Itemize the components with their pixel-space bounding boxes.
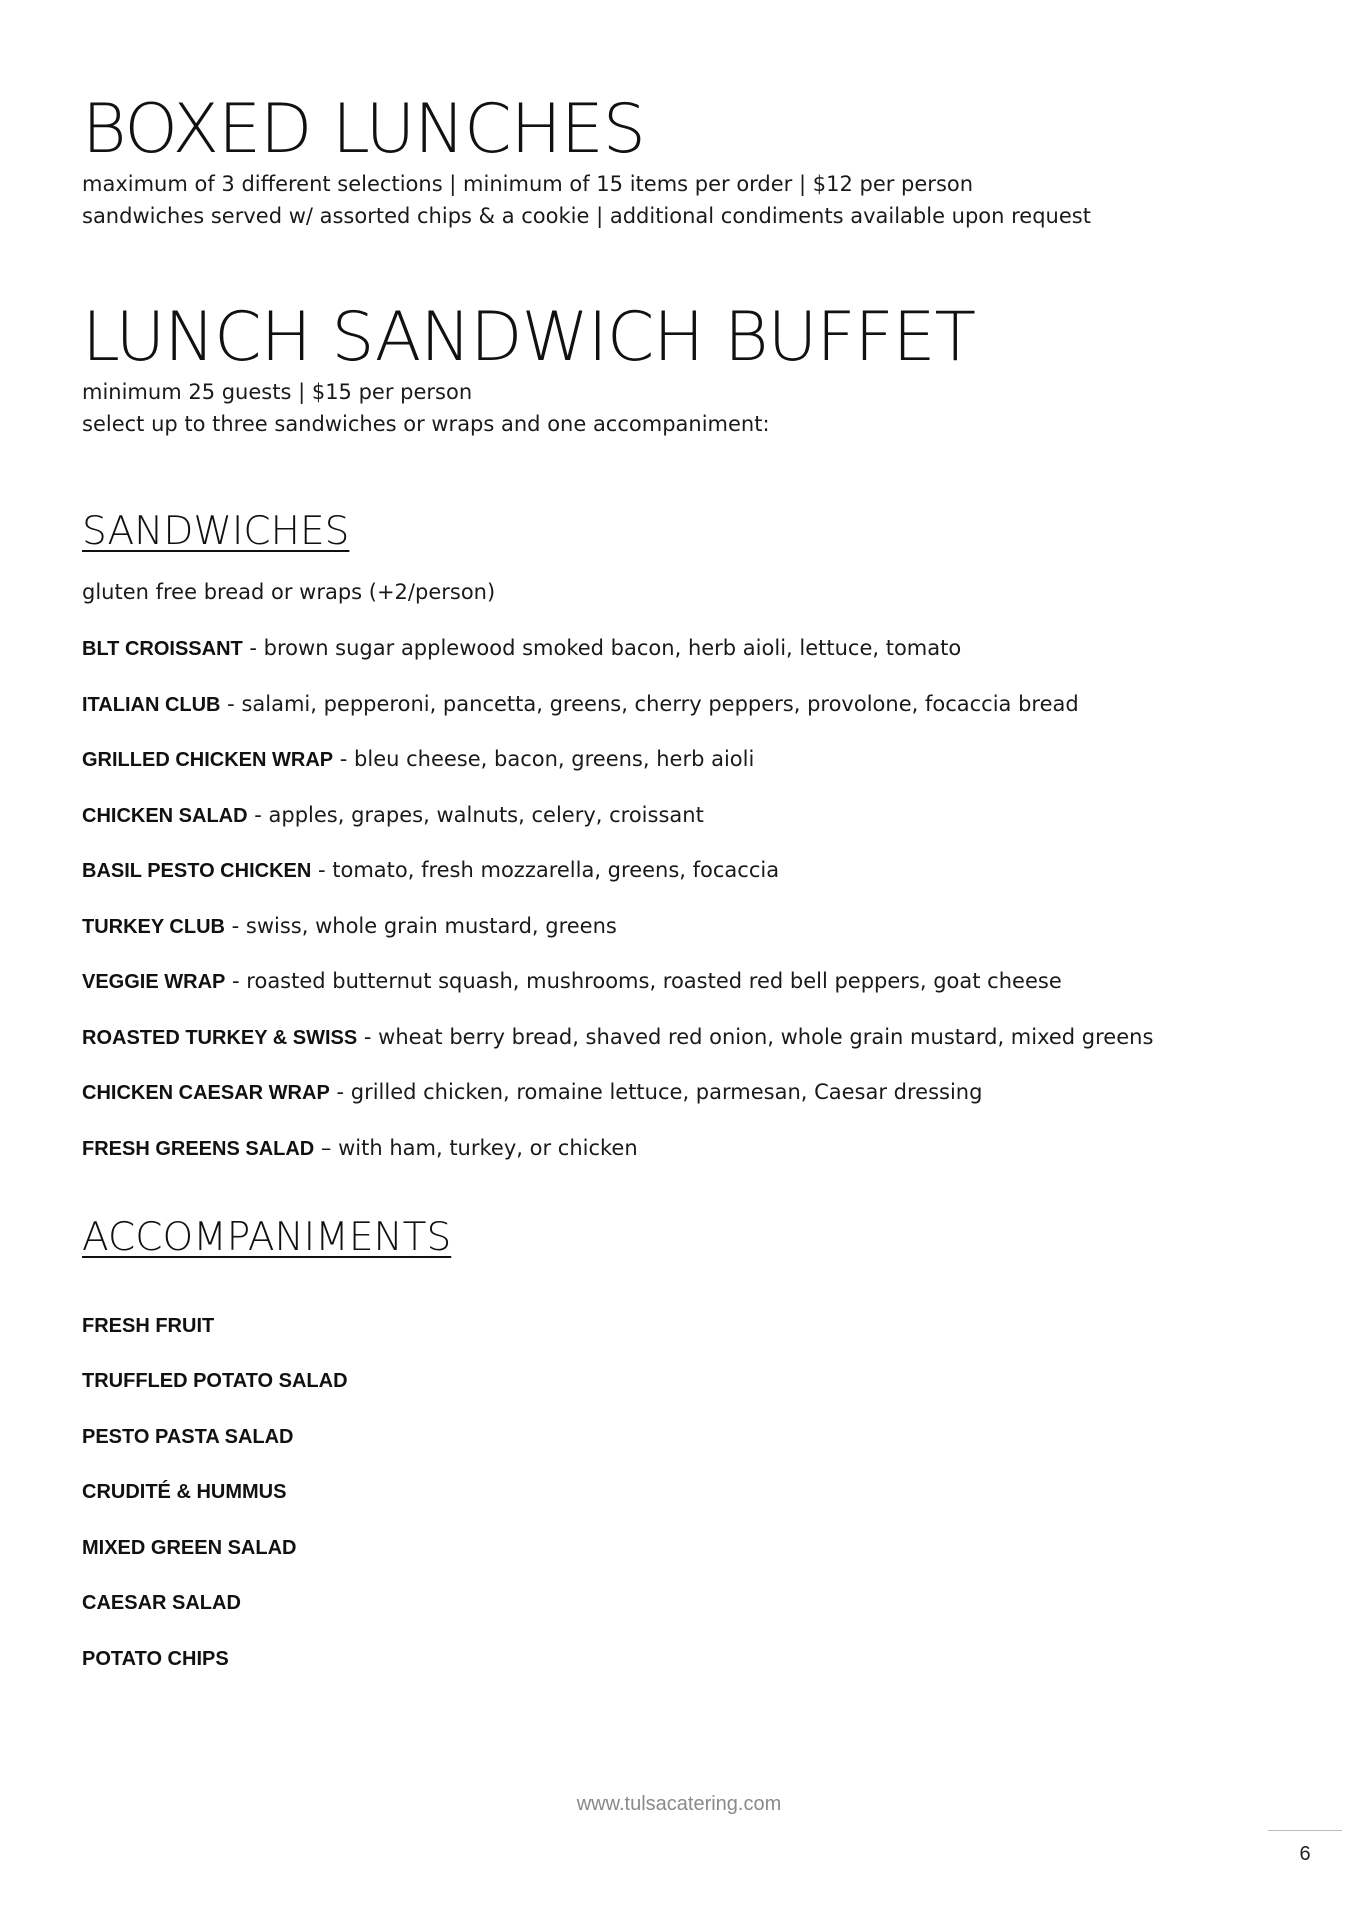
sandwich-item xyxy=(82,856,1282,884)
sandwich-name: CHICKEN CAESAR WRAP xyxy=(82,1082,330,1104)
sandwich-item xyxy=(82,690,1282,718)
sandwich-separator: - xyxy=(357,1024,379,1049)
gluten-free-note: gluten free bread or wraps (+2/person) xyxy=(82,580,496,604)
accompaniment-item: POTATO CHIPS xyxy=(82,1647,229,1670)
sandwich-description: apples, grapes, walnuts, celery, croissant xyxy=(268,802,704,827)
sandwich-description: with ham, turkey, or chicken xyxy=(338,1135,638,1160)
sandwich-description: brown sugar applewood smoked bacon, herb aioli, lettuce, tomato xyxy=(263,636,962,660)
page-number: 6 xyxy=(1299,1843,1311,1865)
sandwich-separator: - xyxy=(242,636,264,660)
sandwich-item xyxy=(82,745,1282,773)
sandwich-name: ROASTED TURKEY & SWISS xyxy=(82,1026,358,1049)
accompaniments-heading: ACCOMPANIMENTS xyxy=(82,1214,452,1260)
sandwich-description: swiss, whole grain mustard, greens xyxy=(245,913,617,938)
accompaniment-item: FRESH FRUIT xyxy=(82,1314,215,1337)
sandwich-item xyxy=(82,912,1282,940)
sandwich-name: TURKEY CLUB xyxy=(82,915,225,938)
sandwiches-heading: SANDWICHES xyxy=(82,509,350,554)
sandwich-description: wheat berry bread, shaved red onion, whole grain mustard, mixed greens xyxy=(378,1024,1154,1049)
lunch-buffet-title: LUNCH SANDWICH BUFFET xyxy=(82,298,976,377)
sandwich-separator: - xyxy=(224,913,246,938)
sandwich-name: GRILLED CHICKEN WRAP xyxy=(82,749,334,771)
sandwich-name: BASIL PESTO CHICKEN xyxy=(82,860,312,882)
sandwich-description: tomato, fresh mozzarella, greens, focaccia xyxy=(332,858,780,882)
accompaniment-item: MIXED GREEN SALAD xyxy=(82,1536,297,1559)
boxed-lunches-section xyxy=(82,92,1282,232)
sandwich-name: CHICKEN SALAD xyxy=(82,804,248,827)
boxed-lunches-details: sandwiches served w/ assorted chips & a cookie | additional condiments available upon request xyxy=(82,204,1091,228)
accompaniment-item: CRUDITÉ & HUMMUS xyxy=(82,1481,287,1503)
sandwich-separator: - xyxy=(225,969,247,993)
boxed-lunches-terms: maximum of 3 different selections | minimum of 15 items per order | $12 per person xyxy=(82,172,974,196)
sandwich-name: FRESH GREENS SALAD xyxy=(82,1137,315,1160)
page-content xyxy=(82,80,1282,1700)
page-number-rule xyxy=(1268,1830,1342,1831)
sandwich-separator: - xyxy=(247,802,269,827)
sandwich-item xyxy=(82,634,1282,662)
boxed-lunches-title: BOXED LUNCHES xyxy=(82,90,645,169)
sandwich-description: grilled chicken, romaine lettuce, parmesan, Caesar dressing xyxy=(350,1080,983,1104)
sandwich-description: roasted butternut squash, mushrooms, roasted red bell peppers, goat cheese xyxy=(246,969,1062,993)
sandwich-description: bleu cheese, bacon, greens, herb aioli xyxy=(354,747,755,771)
accompaniment-list xyxy=(82,1312,1282,1673)
accompaniment-item: CAESAR SALAD xyxy=(82,1592,241,1614)
lunch-buffet-instructions: select up to three sandwiches or wraps and one accompaniment: xyxy=(82,412,770,436)
sandwich-separator: - xyxy=(329,1080,351,1104)
sandwich-name: VEGGIE WRAP xyxy=(82,971,226,993)
sandwich-item xyxy=(82,801,1282,829)
accompaniment-item: TRUFFLED POTATO SALAD xyxy=(82,1370,348,1392)
sandwich-item xyxy=(82,967,1282,995)
sandwich-separator: - xyxy=(220,691,242,716)
sandwich-item xyxy=(82,1078,1282,1106)
sandwich-item xyxy=(82,1023,1282,1051)
lunch-buffet-section xyxy=(82,300,1282,440)
sandwich-name: ITALIAN CLUB xyxy=(82,693,221,716)
lunch-buffet-terms: minimum 25 guests | $15 per person xyxy=(82,380,473,404)
sandwich-separator: - xyxy=(333,747,355,771)
accompaniments-section xyxy=(82,1214,1282,1673)
sandwich-separator: - xyxy=(311,858,333,882)
sandwich-name: BLT CROISSANT xyxy=(82,638,243,660)
sandwich-separator: – xyxy=(314,1135,339,1160)
sandwich-list xyxy=(82,634,1282,1162)
sandwich-description: salami, pepperoni, pancetta, greens, cherry peppers, provolone, focaccia bread xyxy=(241,691,1079,716)
sandwich-item xyxy=(82,1134,1282,1162)
footer-website: www.tulsacatering.com xyxy=(576,1793,782,1815)
accompaniment-item: PESTO PASTA SALAD xyxy=(82,1425,294,1448)
sandwiches-section xyxy=(82,508,1282,1162)
